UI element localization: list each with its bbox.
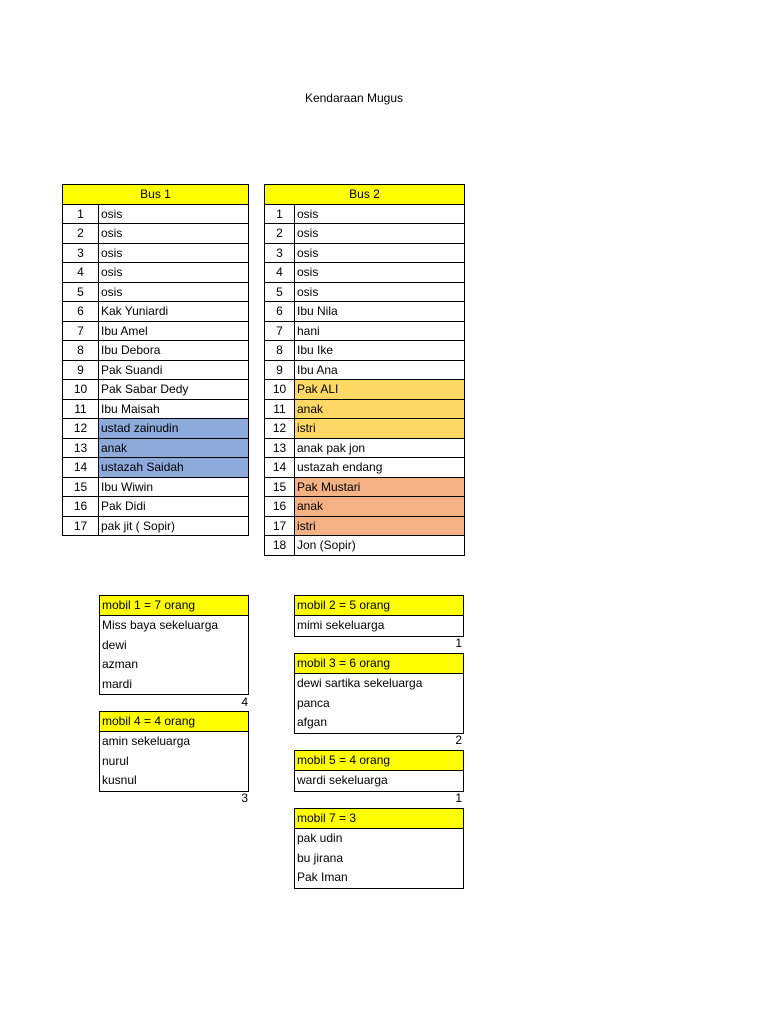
table-row: [63, 497, 249, 517]
row-number: 4: [265, 263, 295, 283]
passenger-name: osis: [295, 243, 465, 263]
table-row: [63, 302, 249, 322]
bus-2-table: [264, 184, 465, 556]
table-row: [63, 419, 249, 439]
bus-1-table: [62, 184, 249, 536]
table-row: [63, 243, 249, 263]
row-number: 5: [265, 282, 295, 302]
mobil-5-block: [294, 750, 464, 792]
mobil-1-block: [99, 595, 249, 695]
passenger-name: istri: [295, 516, 465, 536]
row-number: 4: [63, 263, 99, 283]
table-row: [63, 263, 249, 283]
mobil-1-header: mobil 1 = 7 orang: [100, 596, 248, 616]
passenger-name: osis: [295, 224, 465, 244]
passenger-name: Ibu Ike: [295, 341, 465, 361]
table-row: [265, 477, 465, 497]
passenger-name: osis: [99, 204, 249, 224]
table-row: [265, 360, 465, 380]
list-item: afgan: [297, 715, 328, 729]
bus-1-header: Bus 1: [63, 185, 249, 205]
table-row: [265, 497, 465, 517]
table-row: [265, 263, 465, 283]
passenger-name: Kak Yuniardi: [99, 302, 249, 322]
passenger-name: istri: [295, 419, 465, 439]
passenger-name: Pak Mustari: [295, 477, 465, 497]
bus-2-header: Bus 2: [265, 185, 465, 205]
table-row: [265, 243, 465, 263]
list-item: mimi sekeluarga: [297, 618, 385, 632]
list-item: dewi sartika sekeluarga: [297, 676, 423, 690]
list-item: amin sekeluarga: [102, 734, 191, 748]
passenger-name: anak: [99, 438, 249, 458]
row-number: 16: [63, 497, 99, 517]
row-number: 3: [63, 243, 99, 263]
table-row: [63, 282, 249, 302]
passenger-name: osis: [295, 282, 465, 302]
table-row: [265, 380, 465, 400]
row-number: 1: [63, 204, 99, 224]
row-number: 8: [63, 341, 99, 361]
mobil-5-count: 1: [455, 791, 462, 805]
row-number: 2: [265, 224, 295, 244]
mobil-4-header: mobil 4 = 4 orang: [100, 712, 248, 732]
list-item: dewi: [102, 637, 127, 652]
list-item: bu jirana: [297, 850, 344, 865]
row-number: 7: [265, 321, 295, 341]
list-item: Miss baya sekeluarga: [102, 618, 219, 632]
mobil-2-count: 1: [455, 636, 462, 650]
mobil-3-block: [294, 653, 464, 734]
passenger-name: Pak Didi: [99, 497, 249, 517]
table-row: [265, 341, 465, 361]
passenger-name: anak: [295, 497, 465, 517]
row-number: 7: [63, 321, 99, 341]
row-number: 11: [63, 399, 99, 419]
table-row: [265, 458, 465, 478]
row-number: 2: [63, 224, 99, 244]
row-number: 10: [63, 380, 99, 400]
row-number: 16: [265, 497, 295, 517]
passenger-name: Pak ALI: [295, 380, 465, 400]
passenger-name: pak jit ( Sopir): [99, 516, 249, 536]
table-row: [265, 438, 465, 458]
table-row: [63, 438, 249, 458]
row-number: 17: [265, 516, 295, 536]
passenger-name: Ibu Nila: [295, 302, 465, 322]
table-row: [265, 302, 465, 322]
passenger-name: Pak Sabar Dedy: [99, 380, 249, 400]
table-row: [265, 419, 465, 439]
row-number: 14: [63, 458, 99, 478]
row-number: 6: [63, 302, 99, 322]
list-item: nurul: [102, 753, 129, 768]
passenger-name: ustazah endang: [295, 458, 465, 478]
list-item: Pak Iman: [297, 870, 348, 884]
passenger-name: Ibu Amel: [99, 321, 249, 341]
table-row: [63, 516, 249, 536]
row-number: 1: [265, 204, 295, 224]
passenger-name: osis: [295, 263, 465, 283]
passenger-name: Jon (Sopir): [295, 536, 465, 556]
mobil-4-block: [99, 711, 249, 792]
mobil-3-count: 2: [455, 733, 462, 747]
passenger-name: anak pak jon: [295, 438, 465, 458]
passenger-name: Ibu Debora: [99, 341, 249, 361]
passenger-name: ustazah Saidah: [99, 458, 249, 478]
table-row: [63, 321, 249, 341]
table-row: [63, 477, 249, 497]
row-number: 10: [265, 380, 295, 400]
passenger-name: osis: [295, 204, 465, 224]
mobil-1-count: 4: [241, 695, 248, 709]
list-item: panca: [297, 695, 330, 710]
list-item: wardi sekeluarga: [297, 773, 388, 787]
table-row: [265, 224, 465, 244]
row-number: 6: [265, 302, 295, 322]
list-item: pak udin: [297, 831, 343, 845]
row-number: 9: [265, 360, 295, 380]
list-item: mardi: [102, 676, 133, 691]
table-row: [63, 380, 249, 400]
passenger-name: osis: [99, 243, 249, 263]
table-row: [265, 321, 465, 341]
passenger-name: osis: [99, 224, 249, 244]
table-row: [63, 224, 249, 244]
passenger-name: ustad zainudin: [99, 419, 249, 439]
mobil-2-header: mobil 2 = 5 orang: [295, 596, 463, 616]
table-row: [63, 341, 249, 361]
passenger-name: Ibu Maisah: [99, 399, 249, 419]
mobil-3-header: mobil 3 = 6 orang: [295, 654, 463, 674]
table-row: [265, 399, 465, 419]
row-number: 8: [265, 341, 295, 361]
table-row: [265, 282, 465, 302]
passenger-name: osis: [99, 263, 249, 283]
row-number: 12: [63, 419, 99, 439]
mobil-5-header: mobil 5 = 4 orang: [295, 751, 463, 771]
mobil-4-count: 3: [241, 791, 248, 805]
table-row: [63, 399, 249, 419]
table-row: [63, 458, 249, 478]
mobil-7-header: mobil 7 = 3: [295, 809, 463, 829]
row-number: 3: [265, 243, 295, 263]
passenger-name: Ibu Ana: [295, 360, 465, 380]
row-number: 5: [63, 282, 99, 302]
row-number: 9: [63, 360, 99, 380]
table-row: [63, 204, 249, 224]
list-item: azman: [102, 657, 139, 671]
row-number: 15: [265, 477, 295, 497]
passenger-name: hani: [295, 321, 465, 341]
row-number: 13: [265, 438, 295, 458]
row-number: 12: [265, 419, 295, 439]
row-number: 13: [63, 438, 99, 458]
row-number: 11: [265, 399, 295, 419]
row-number: 15: [63, 477, 99, 497]
mobil-7-block: [294, 808, 464, 889]
passenger-name: Pak Suandi: [99, 360, 249, 380]
page-title: Kendaraan Mugus: [304, 91, 404, 105]
passenger-name: Ibu Wiwin: [99, 477, 249, 497]
mobil-2-block: [294, 595, 464, 637]
row-number: 17: [63, 516, 99, 536]
table-row: [265, 516, 465, 536]
list-item: kusnul: [102, 773, 137, 787]
passenger-name: osis: [99, 282, 249, 302]
passenger-name: anak: [295, 399, 465, 419]
table-row: [265, 204, 465, 224]
row-number: 14: [265, 458, 295, 478]
table-row: [63, 360, 249, 380]
row-number: 18: [265, 536, 295, 556]
table-row: [265, 536, 465, 556]
